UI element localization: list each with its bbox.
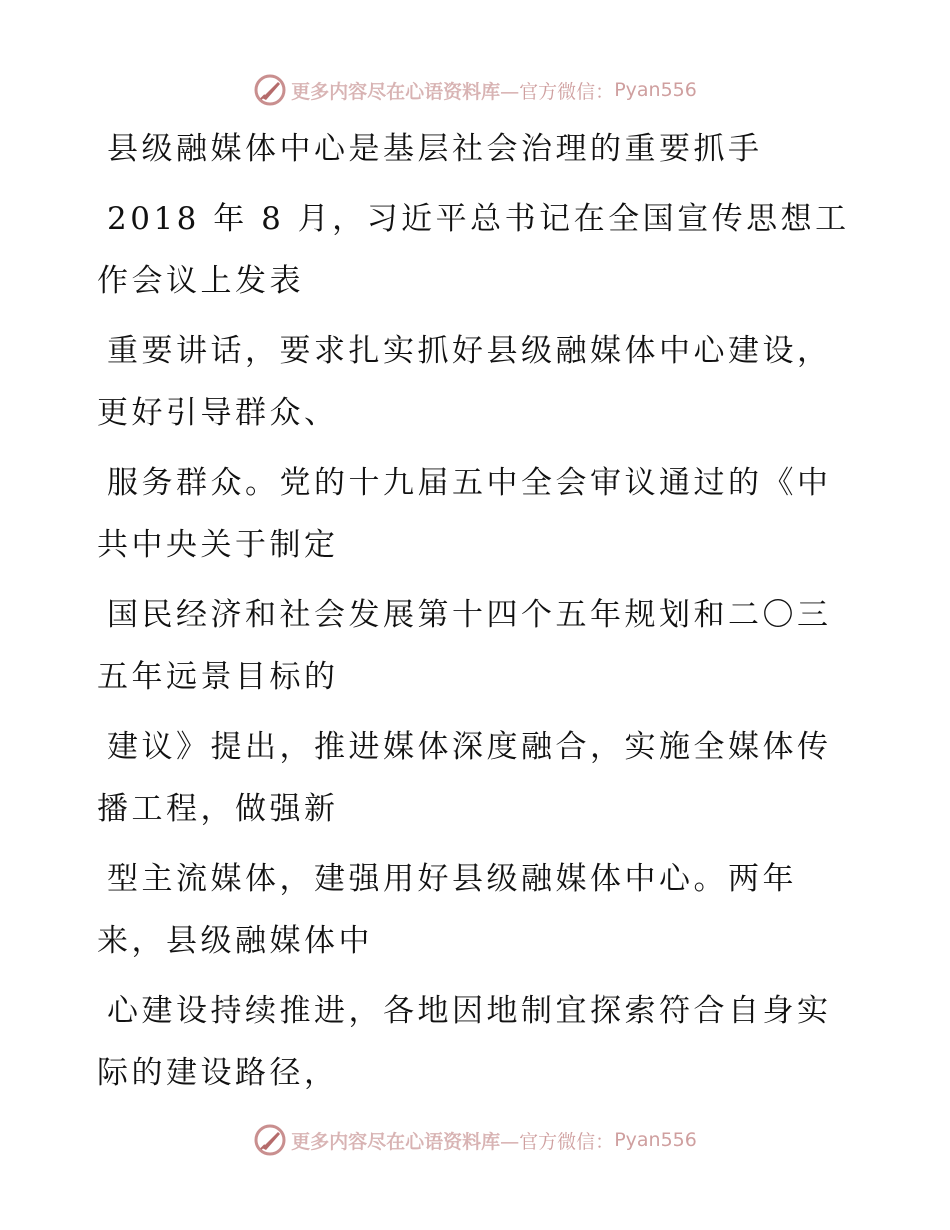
paragraph-line: 共中央关于制定 <box>97 527 339 563</box>
paragraph-line: 来，县级融媒体中 <box>97 923 373 959</box>
paragraph <box>97 716 857 840</box>
paragraph <box>97 320 857 444</box>
paragraph-line: 更好引导群众、 <box>97 395 339 431</box>
paragraph-line: 2018 年 8 月，习近平总书记在全国宣传思想工 <box>107 201 850 237</box>
paragraph-line: 建议》提出，推进媒体深度融合，实施全媒体传 <box>107 729 832 765</box>
quill-circle-icon <box>253 73 287 107</box>
paragraph-line: 五年远景目标的 <box>97 659 339 695</box>
paragraph <box>97 584 857 708</box>
banner-main-text: 更多内容尽在心语资料库 <box>291 80 501 103</box>
paragraph-line: 服务群众。党的十九届五中全会审议通过的《中 <box>107 465 832 501</box>
document-body <box>97 118 857 1112</box>
paragraph-line: 国民经济和社会发展第十四个五年规划和二〇三 <box>107 597 832 633</box>
paragraph-line: 型主流媒体，建强用好县级融媒体中心。两年 <box>107 861 797 897</box>
banner-sub-text: —官方微信： <box>500 1130 615 1153</box>
paragraph <box>97 452 857 576</box>
quill-circle-icon <box>253 1123 287 1157</box>
banner-main-text: 更多内容尽在心语资料库 <box>291 1130 501 1153</box>
paragraph-line: 际的建设路径， <box>97 1055 339 1091</box>
paragraph-title <box>97 118 857 180</box>
paragraph <box>97 188 857 312</box>
banner-wechat-id: Pyan556 <box>614 79 697 101</box>
banner-sub-text: —官方微信： <box>500 80 615 103</box>
header-watermark-banner <box>0 70 950 110</box>
paragraph <box>97 980 857 1104</box>
paragraph-line: 作会议上发表 <box>97 263 304 299</box>
paragraph-line: 播工程，做强新 <box>97 791 339 827</box>
banner-wechat-id: Pyan556 <box>614 1129 697 1151</box>
paragraph-line: 重要讲话，要求扎实抓好县级融媒体中心建设， <box>107 333 832 369</box>
paragraph <box>97 848 857 972</box>
paragraph-line: 心建设持续推进，各地因地制宜探索符合自身实 <box>107 993 832 1029</box>
paragraph-line: 县级融媒体中心是基层社会治理的重要抓手 <box>107 131 763 167</box>
footer-watermark-banner <box>0 1120 950 1160</box>
